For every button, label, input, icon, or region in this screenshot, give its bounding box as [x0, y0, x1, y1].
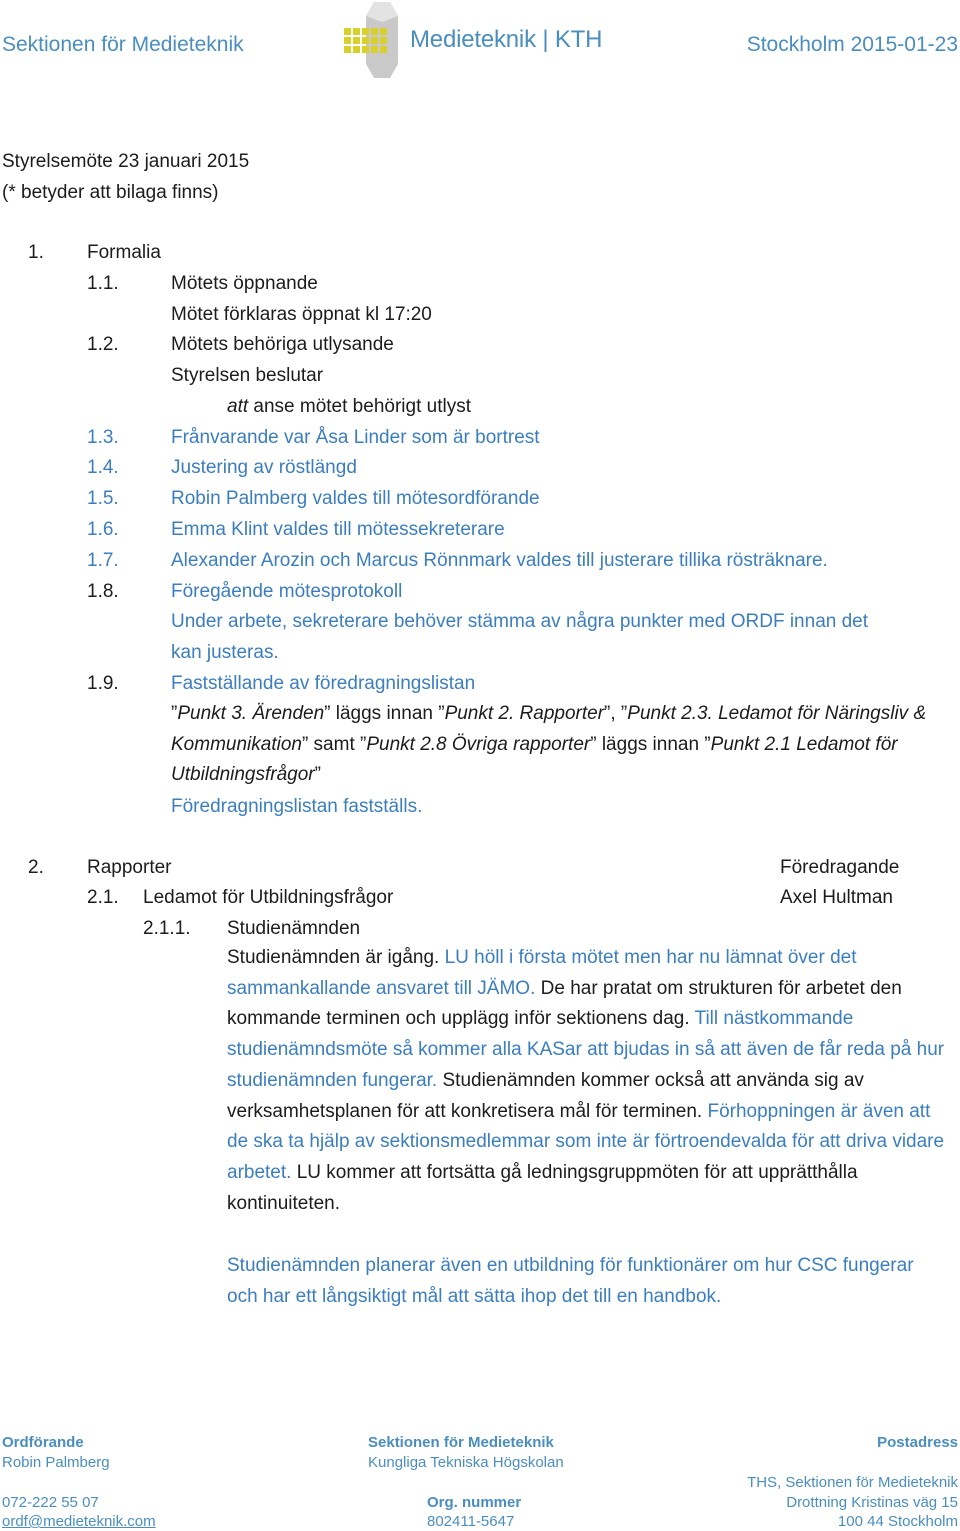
footer-chair-name: Robin Palmberg: [2, 1454, 110, 1471]
footer-postal-heading: Postadress: [877, 1434, 958, 1451]
section-2-title: Rapporter: [87, 857, 172, 878]
item-2-1-presenter: Axel Hultman: [780, 887, 893, 908]
sentence: LU höll i första mötet men har nu lämnat över det sammankallande ansvaret till JÄMO.: [227, 947, 857, 999]
quote: ”: [171, 703, 178, 724]
item-1-1-note: Mötet förklaras öppnat kl 17:20: [171, 304, 432, 325]
sentence: De har pratat om strukturen för arbetet den kommande terminen och upplägg inför sektionens dag.: [227, 977, 902, 1030]
agenda-ref: Punkt 2. Rapporter: [444, 703, 605, 724]
agenda-ref: Punkt 2.8 Övriga rapporter: [366, 733, 591, 755]
item-1-4-title: Justering av röstlängd: [171, 457, 357, 478]
item-1-6-number: 1.6.: [87, 519, 119, 540]
sentence: Till nästkommande studienämndsmöte så kommer alla KASar att bjudas in så att även de får reda på hur studienämnden fungerar.: [227, 1008, 945, 1091]
item-1-8-line-2: kan justeras.: [171, 642, 279, 663]
agenda-ref: Punkt 2.3. Ledamot för Näringsliv & Kommunikation: [171, 703, 927, 755]
item-1-5-number: 1.5.: [87, 488, 119, 509]
footer-address-line-1: THS, Sektionen för Medieteknik: [747, 1474, 958, 1491]
item-1-9-number: 1.9.: [87, 673, 119, 694]
footer-university: Kungliga Tekniska Högskolan: [368, 1454, 564, 1471]
decision-text: anse mötet behörigt utlyst: [253, 396, 471, 417]
connector-text: ” läggs innan ”: [590, 733, 711, 755]
item-1-9-title: Fastställande av föredragningslistan: [171, 673, 476, 694]
section-1-number: 1.: [28, 242, 44, 263]
connector-text: ”, ”: [604, 703, 628, 724]
item-2-1-number: 2.1.: [87, 887, 119, 908]
footer-phone: 072-222 55 07: [2, 1494, 99, 1511]
item-2-1-1-title: Studienämnden: [227, 918, 361, 939]
doc-title: Styrelsemöte 23 januari 2015: [2, 151, 250, 172]
item-1-8-line-1: Under arbete, sekreterare behöver stämma av några punkter med ORDF innan det: [171, 611, 869, 632]
item-1-9-final: Föredragningslistan fastställs.: [171, 796, 423, 817]
studienamnden-plan: Studienämnden planerar även en utbildning för funktionärer om hur CSC fungerar och har ett långsiktigt mål att sätta ihop det till en handbok.: [227, 1255, 914, 1307]
item-1-3-title: Frånvarande var Åsa Linder som är bortrest: [171, 427, 540, 448]
footer-chair-heading: Ordförande: [2, 1434, 84, 1451]
footer-address-line-2: Drottning Kristinas väg 15: [786, 1494, 958, 1511]
att-keyword: att: [227, 396, 249, 417]
item-1-7-number: 1.7.: [87, 550, 119, 571]
sentence: LU kommer att fortsätta gå ledningsgruppmöten för att upprätthålla kontinuiteten.: [227, 1161, 858, 1214]
footer-email-link[interactable]: ordf@medieteknik.com: [2, 1513, 156, 1530]
agenda-ref: Punkt 2.1 Ledamot för Utbildningsfrågor: [171, 733, 898, 786]
sentence: Studienämnden är igång.: [227, 947, 445, 968]
header-date: Stockholm 2015-01-23: [746, 33, 958, 56]
item-1-1-title: Mötets öppnande: [171, 273, 318, 294]
item-2-1-1-number: 2.1.1.: [143, 918, 191, 939]
footer-address-line-3: 100 44 Stockholm: [837, 1513, 958, 1530]
item-1-9-agenda-change: [171, 699, 931, 791]
sentence: Studienämnden kommer också att använda sig av verksamhetsplanen för att konkretisera mål för terminen.: [227, 1069, 864, 1122]
section-1-title: Formalia: [87, 242, 161, 263]
section-2-number: 2.: [28, 857, 44, 878]
item-1-8-number: 1.8.: [87, 581, 119, 602]
connector-text: ” samt ”: [301, 733, 367, 755]
item-1-7-title: Alexander Arozin och Marcus Rönnmark valdes till justerare tillika rösträknare.: [171, 550, 828, 571]
quote: ”: [314, 764, 321, 786]
agenda-ref: Punkt 3. Ärenden: [177, 703, 325, 724]
item-1-5-title: Robin Palmberg valdes till mötesordförande: [171, 488, 540, 509]
item-1-1-number: 1.1.: [87, 273, 119, 294]
footer-org-number: 802411-5647: [427, 1513, 515, 1530]
connector-text: ” läggs innan ”: [324, 703, 445, 724]
item-1-8-title: Föregående mötesprotokoll: [171, 581, 403, 602]
item-1-6-title: Emma Klint valdes till mötessekreterare: [171, 519, 505, 540]
item-2-1-title: Ledamot för Utbildningsfrågor: [143, 887, 394, 908]
doc-subtitle: (* betyder att bilaga finns): [2, 182, 219, 203]
item-1-2-note: Styrelsen beslutar: [171, 365, 324, 386]
footer-org-number-heading: Org. nummer: [427, 1494, 522, 1511]
item-1-2-decision: [227, 395, 471, 419]
item-1-2-number: 1.2.: [87, 334, 119, 355]
item-1-3-number: 1.3.: [87, 427, 119, 448]
logo-text: Medieteknik | KTH: [410, 26, 603, 53]
presenter-heading: Föredragande: [780, 857, 900, 878]
header-section-name: Sektionen för Medieteknik: [2, 33, 244, 56]
item-1-2-title: Mötets behöriga utlysande: [171, 334, 394, 355]
footer-org-name: Sektionen för Medieteknik: [368, 1434, 554, 1451]
item-1-4-number: 1.4.: [87, 457, 119, 478]
sentence: Förhoppningen är även att de ska ta hjälp av sektionsmedlemmar som inte är förtroendevalda för att driva vidare arbetet.: [227, 1100, 945, 1183]
studienamnden-report: [227, 943, 952, 1219]
